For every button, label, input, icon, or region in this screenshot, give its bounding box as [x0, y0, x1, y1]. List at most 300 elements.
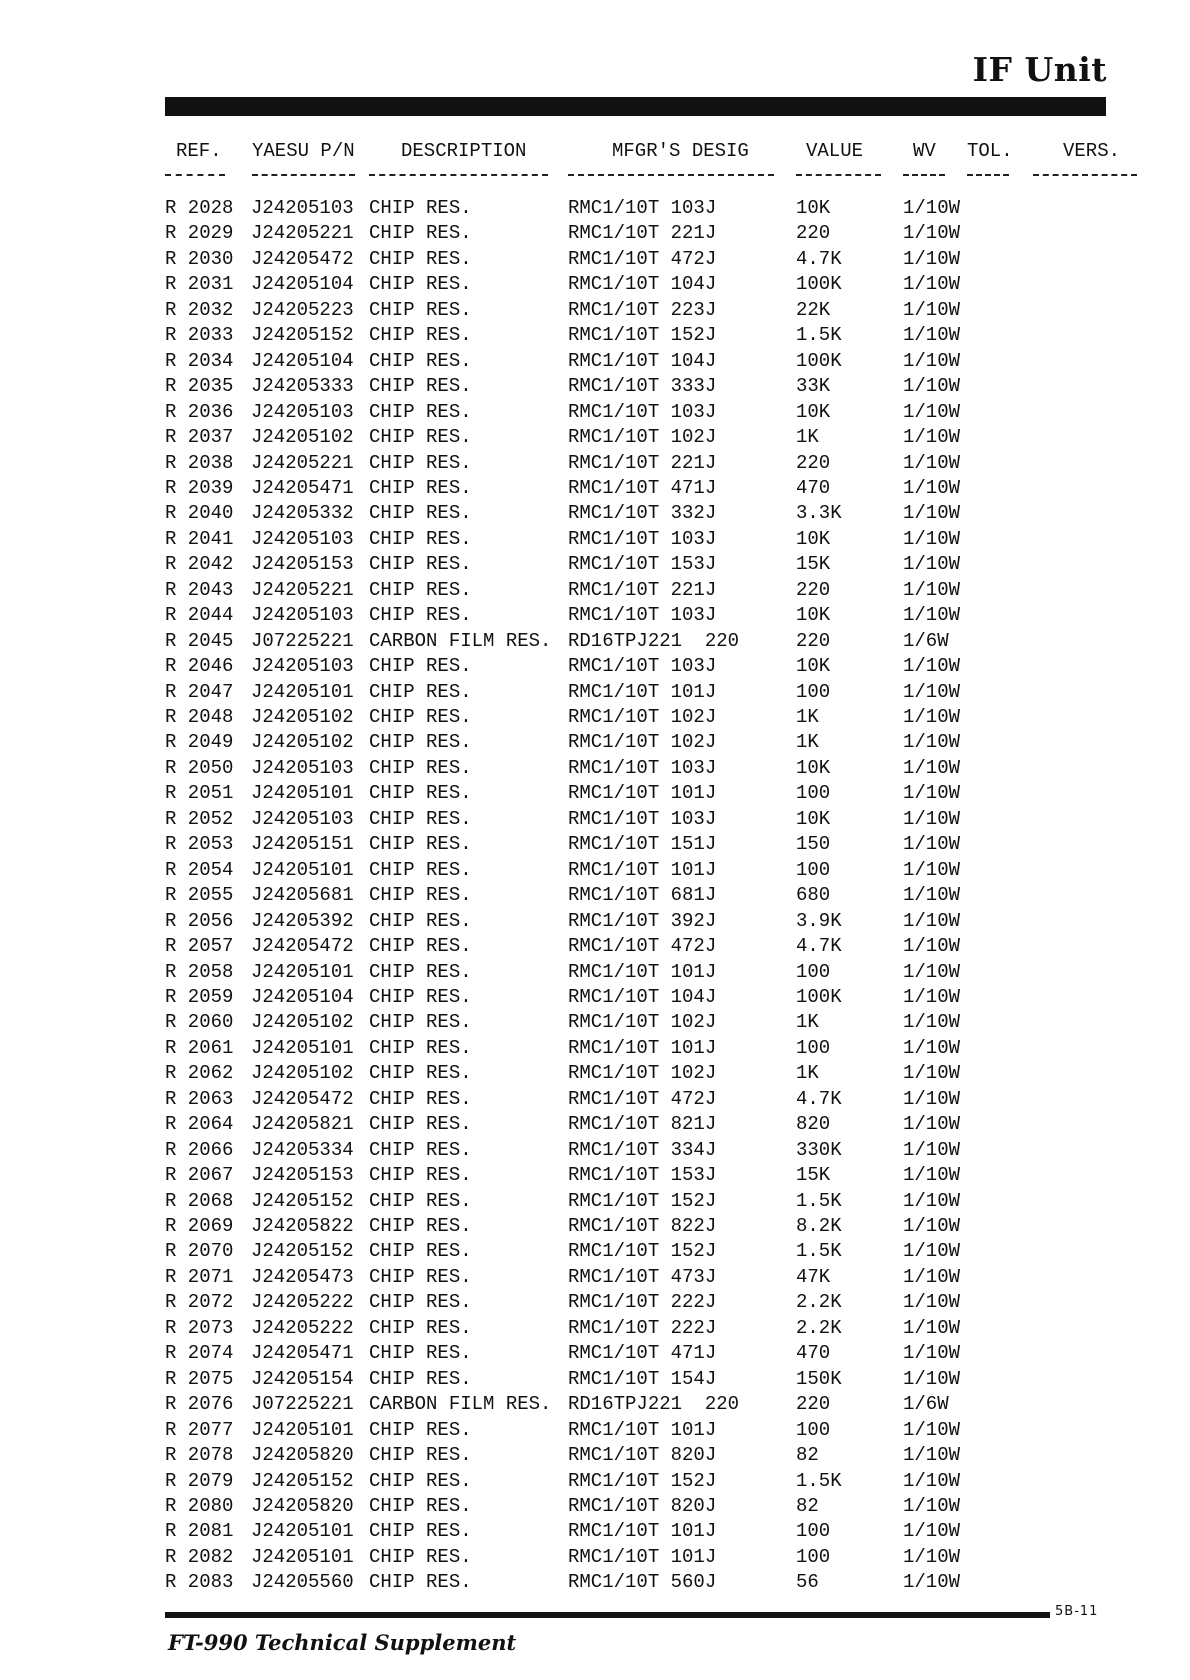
value-cell: 1K [796, 731, 819, 754]
table-row [0, 705, 1190, 730]
description-cell: CHIP RES. [369, 400, 472, 423]
part-number-cell: J24205222 [251, 1316, 354, 1339]
dashed-underline [967, 174, 1009, 176]
part-number-cell: J24205104 [251, 273, 354, 296]
table-row [0, 909, 1190, 934]
part-number-cell: J24205102 [251, 1011, 354, 1034]
part-number-cell: J24205222 [251, 1291, 354, 1314]
mfgr-desig-cell: RMC1/10T 151J [568, 833, 717, 856]
table-row [0, 858, 1190, 883]
wv-cell: 1/10W [903, 298, 961, 321]
ref-cell: R 2079 [165, 1469, 234, 1492]
value-cell: 3.3K [796, 502, 842, 525]
value-cell: 1.5K [796, 1240, 842, 1263]
wv-cell: 1/10W [903, 197, 961, 219]
ref-cell: R 2063 [165, 1087, 234, 1110]
ref-cell: R 2044 [165, 604, 234, 627]
table-row [0, 1570, 1190, 1595]
value-cell: 100 [796, 1520, 831, 1543]
mfgr-desig-cell: RMC1/10T 101J [568, 1036, 717, 1059]
header-rule [165, 97, 1106, 116]
column-header-wv: WV [913, 140, 936, 162]
description-cell: CHIP RES. [369, 731, 472, 754]
value-cell: 2.2K [796, 1291, 842, 1314]
wv-cell: 1/10W [903, 476, 961, 499]
wv-cell: 1/10W [903, 247, 961, 270]
ref-cell: R 2054 [165, 858, 234, 881]
ref-cell: R 2069 [165, 1215, 234, 1237]
description-cell: CHIP RES. [369, 604, 472, 627]
mfgr-desig-cell: RMC1/10T 392J [568, 909, 717, 932]
mfgr-desig-cell: RMC1/10T 473J [568, 1265, 717, 1288]
ref-cell: R 2034 [165, 349, 234, 372]
mfgr-desig-cell: RMC1/10T 334J [568, 1138, 717, 1161]
ref-cell: R 2048 [165, 706, 234, 728]
table-header [0, 140, 1190, 174]
mfgr-desig-cell: RMC1/10T 332J [568, 502, 717, 525]
ref-cell: R 2058 [165, 960, 234, 983]
table-row [0, 1494, 1190, 1519]
table-row [0, 1392, 1190, 1417]
mfgr-desig-cell: RMC1/10T 152J [568, 324, 717, 347]
description-cell: CHIP RES. [369, 476, 472, 499]
part-number-cell: J24205102 [251, 1062, 354, 1085]
wv-cell: 1/10W [903, 1011, 961, 1034]
table-row [0, 1189, 1190, 1214]
dashed-underline [165, 174, 225, 176]
ref-cell: R 2053 [165, 833, 234, 856]
wv-cell: 1/10W [903, 731, 961, 754]
value-cell: 10K [796, 197, 831, 219]
part-number-cell: J24205820 [251, 1444, 354, 1467]
document-footer: FT-990 Technical Supplement [168, 1630, 517, 1655]
mfgr-desig-cell: RMC1/10T 822J [568, 1215, 717, 1237]
mfgr-desig-cell: RMC1/10T 333J [568, 375, 717, 398]
value-cell: 220 [796, 1393, 831, 1416]
part-number-cell: J07225221 [251, 1393, 354, 1416]
table-row [0, 247, 1190, 272]
part-number-cell: J07225221 [251, 629, 354, 652]
table-row [0, 1138, 1190, 1163]
wv-cell: 1/10W [903, 578, 961, 601]
wv-cell: 1/10W [903, 1418, 961, 1441]
mfgr-desig-cell: RMC1/10T 681J [568, 884, 717, 907]
table-row [0, 756, 1190, 781]
wv-cell: 1/10W [903, 960, 961, 983]
part-number-cell: J24205681 [251, 884, 354, 907]
mfgr-desig-cell: RMC1/10T 222J [568, 1316, 717, 1339]
wv-cell: 1/10W [903, 706, 961, 728]
table-row [0, 1036, 1190, 1061]
part-number-cell: J24205152 [251, 324, 354, 347]
table-row [0, 1469, 1190, 1494]
mfgr-desig-cell: RMC1/10T 471J [568, 476, 717, 499]
table-row [0, 1316, 1190, 1341]
table-row [0, 1545, 1190, 1570]
value-cell: 10K [796, 604, 831, 627]
wv-cell: 1/10W [903, 553, 961, 576]
wv-cell: 1/10W [903, 985, 961, 1008]
description-cell: CHIP RES. [369, 298, 472, 321]
ref-cell: R 2035 [165, 375, 234, 398]
value-cell: 4.7K [796, 935, 842, 958]
table-row [0, 960, 1190, 985]
part-number-cell: J24205151 [251, 833, 354, 856]
mfgr-desig-cell: RD16TPJ221 220 [568, 629, 740, 652]
wv-cell: 1/10W [903, 1265, 961, 1288]
value-cell: 82 [796, 1444, 819, 1467]
description-cell: CHIP RES. [369, 1444, 472, 1467]
ref-cell: R 2073 [165, 1316, 234, 1339]
description-cell: CHIP RES. [369, 1164, 472, 1187]
part-number-cell: J24205103 [251, 655, 354, 678]
ref-cell: R 2078 [165, 1444, 234, 1467]
part-number-cell: J24205103 [251, 197, 354, 219]
ref-cell: R 2028 [165, 197, 234, 219]
mfgr-desig-cell: RMC1/10T 821J [568, 1113, 717, 1136]
table-row [0, 1010, 1190, 1035]
column-header-description: DESCRIPTION [401, 140, 527, 162]
wv-cell: 1/10W [903, 756, 961, 779]
ref-cell: R 2049 [165, 731, 234, 754]
value-cell: 470 [796, 476, 831, 499]
part-number-cell: J24205101 [251, 858, 354, 881]
description-cell: CHIP RES. [369, 1011, 472, 1034]
value-cell: 470 [796, 1342, 831, 1365]
mfgr-desig-cell: RMC1/10T 472J [568, 935, 717, 958]
mfgr-desig-cell: RMC1/10T 154J [568, 1367, 717, 1390]
wv-cell: 1/10W [903, 1036, 961, 1059]
wv-cell: 1/10W [903, 400, 961, 423]
mfgr-desig-cell: RMC1/10T 153J [568, 1164, 717, 1187]
description-cell: CHIP RES. [369, 1138, 472, 1161]
wv-cell: 1/6W [903, 1393, 949, 1416]
ref-cell: R 2043 [165, 578, 234, 601]
ref-cell: R 2038 [165, 451, 234, 474]
wv-cell: 1/10W [903, 1291, 961, 1314]
ref-cell: R 2052 [165, 807, 234, 830]
table-row [0, 451, 1190, 476]
part-number-cell: J24205101 [251, 1418, 354, 1441]
ref-cell: R 2072 [165, 1291, 234, 1314]
description-cell: CARBON FILM RES. [369, 629, 552, 652]
value-cell: 150K [796, 1367, 842, 1390]
table-row [0, 196, 1190, 221]
table-row [0, 1290, 1190, 1315]
table-row [0, 1214, 1190, 1239]
table-row [0, 425, 1190, 450]
wv-cell: 1/6W [903, 629, 949, 652]
value-cell: 22K [796, 298, 831, 321]
part-number-cell: J24205334 [251, 1138, 354, 1161]
value-cell: 150 [796, 833, 831, 856]
part-number-cell: J24205221 [251, 578, 354, 601]
ref-cell: R 2074 [165, 1342, 234, 1365]
part-number-cell: J24205103 [251, 604, 354, 627]
value-cell: 1K [796, 1011, 819, 1034]
mfgr-desig-cell: RMC1/10T 102J [568, 731, 717, 754]
ref-cell: R 2062 [165, 1062, 234, 1085]
wv-cell: 1/10W [903, 807, 961, 830]
value-cell: 15K [796, 553, 831, 576]
wv-cell: 1/10W [903, 655, 961, 678]
value-cell: 100 [796, 1036, 831, 1059]
mfgr-desig-cell: RMC1/10T 101J [568, 1418, 717, 1441]
value-cell: 10K [796, 807, 831, 830]
wv-cell: 1/10W [903, 1571, 961, 1594]
description-cell: CHIP RES. [369, 1265, 472, 1288]
part-number-cell: J24205104 [251, 985, 354, 1008]
description-cell: CHIP RES. [369, 960, 472, 983]
table-row [0, 1112, 1190, 1137]
ref-cell: R 2040 [165, 502, 234, 525]
value-cell: 820 [796, 1113, 831, 1136]
wv-cell: 1/10W [903, 273, 961, 296]
mfgr-desig-cell: RMC1/10T 104J [568, 985, 717, 1008]
table-row [0, 1265, 1190, 1290]
value-cell: 100 [796, 960, 831, 983]
part-number-cell: J24205103 [251, 400, 354, 423]
mfgr-desig-cell: RMC1/10T 103J [568, 655, 717, 678]
description-cell: CHIP RES. [369, 1367, 472, 1390]
description-cell: CHIP RES. [369, 451, 472, 474]
value-cell: 100K [796, 349, 842, 372]
description-cell: CHIP RES. [369, 578, 472, 601]
part-number-cell: J24205152 [251, 1240, 354, 1263]
part-number-cell: J24205103 [251, 756, 354, 779]
description-cell: CHIP RES. [369, 1113, 472, 1136]
wv-cell: 1/10W [903, 833, 961, 856]
ref-cell: R 2076 [165, 1393, 234, 1416]
part-number-cell: J24205103 [251, 527, 354, 550]
table-row [0, 298, 1190, 323]
ref-cell: R 2067 [165, 1164, 234, 1187]
part-number-cell: J24205472 [251, 1087, 354, 1110]
value-cell: 100K [796, 273, 842, 296]
value-cell: 1.5K [796, 324, 842, 347]
value-cell: 100 [796, 1545, 831, 1568]
wv-cell: 1/10W [903, 935, 961, 958]
value-cell: 330K [796, 1138, 842, 1161]
wv-cell: 1/10W [903, 1164, 961, 1187]
dashed-underline [796, 174, 881, 176]
description-cell: CHIP RES. [369, 756, 472, 779]
part-number-cell: J24205471 [251, 476, 354, 499]
mfgr-desig-cell: RMC1/10T 222J [568, 1291, 717, 1314]
table-row [0, 1239, 1190, 1264]
mfgr-desig-cell: RMC1/10T 223J [568, 298, 717, 321]
ref-cell: R 2081 [165, 1520, 234, 1543]
ref-cell: R 2070 [165, 1240, 234, 1263]
part-number-cell: J24205102 [251, 731, 354, 754]
part-number-cell: J24205101 [251, 680, 354, 703]
table-row [0, 323, 1190, 348]
description-cell: CHIP RES. [369, 1291, 472, 1314]
mfgr-desig-cell: RMC1/10T 820J [568, 1494, 717, 1517]
value-cell: 2.2K [796, 1316, 842, 1339]
value-cell: 4.7K [796, 1087, 842, 1110]
wv-cell: 1/10W [903, 222, 961, 245]
mfgr-desig-cell: RMC1/10T 101J [568, 960, 717, 983]
ref-cell: R 2030 [165, 247, 234, 270]
description-cell: CHIP RES. [369, 1418, 472, 1441]
mfgr-desig-cell: RMC1/10T 103J [568, 807, 717, 830]
part-number-cell: J24205101 [251, 1036, 354, 1059]
part-number-cell: J24205392 [251, 909, 354, 932]
wv-cell: 1/10W [903, 1520, 961, 1543]
mfgr-desig-cell: RMC1/10T 102J [568, 1011, 717, 1034]
table-row [0, 501, 1190, 526]
description-cell: CHIP RES. [369, 197, 472, 219]
wv-cell: 1/10W [903, 1444, 961, 1467]
ref-cell: R 2056 [165, 909, 234, 932]
wv-cell: 1/10W [903, 1545, 961, 1568]
wv-cell: 1/10W [903, 782, 961, 805]
part-number-cell: J24205102 [251, 426, 354, 449]
ref-cell: R 2071 [165, 1265, 234, 1288]
part-number-cell: J24205103 [251, 807, 354, 830]
description-cell: CHIP RES. [369, 1469, 472, 1492]
part-number-cell: J24205221 [251, 451, 354, 474]
wv-cell: 1/10W [903, 1189, 961, 1212]
table-row [0, 680, 1190, 705]
description-cell: CHIP RES. [369, 426, 472, 449]
description-cell: CHIP RES. [369, 807, 472, 830]
table-row [0, 578, 1190, 603]
description-cell: CHIP RES. [369, 833, 472, 856]
mfgr-desig-cell: RMC1/10T 221J [568, 451, 717, 474]
value-cell: 680 [796, 884, 831, 907]
ref-cell: R 2045 [165, 629, 234, 652]
mfgr-desig-cell: RD16TPJ221 220 [568, 1393, 740, 1416]
description-cell: CHIP RES. [369, 1062, 472, 1085]
description-cell: CHIP RES. [369, 247, 472, 270]
table-row [0, 272, 1190, 297]
wv-cell: 1/10W [903, 1062, 961, 1085]
description-cell: CHIP RES. [369, 655, 472, 678]
table-row [0, 807, 1190, 832]
part-number-cell: J24205101 [251, 960, 354, 983]
ref-cell: R 2059 [165, 985, 234, 1008]
value-cell: 1K [796, 1062, 819, 1085]
part-number-cell: J24205221 [251, 222, 354, 245]
table-row [0, 400, 1190, 425]
part-number-cell: J24205152 [251, 1189, 354, 1212]
description-cell: CHIP RES. [369, 324, 472, 347]
wv-cell: 1/10W [903, 858, 961, 881]
description-cell: CHIP RES. [369, 1036, 472, 1059]
table-row [0, 883, 1190, 908]
value-cell: 100K [796, 985, 842, 1008]
wv-cell: 1/10W [903, 1316, 961, 1339]
mfgr-desig-cell: RMC1/10T 471J [568, 1342, 717, 1365]
value-cell: 100 [796, 1418, 831, 1441]
mfgr-desig-cell: RMC1/10T 152J [568, 1469, 717, 1492]
value-cell: 100 [796, 782, 831, 805]
dashed-underline [369, 174, 548, 176]
ref-cell: R 2077 [165, 1418, 234, 1441]
wv-cell: 1/10W [903, 1240, 961, 1263]
description-cell: CHIP RES. [369, 502, 472, 525]
ref-cell: R 2041 [165, 527, 234, 550]
wv-cell: 1/10W [903, 1469, 961, 1492]
mfgr-desig-cell: RMC1/10T 103J [568, 197, 717, 219]
description-cell: CHIP RES. [369, 884, 472, 907]
mfgr-desig-cell: RMC1/10T 103J [568, 756, 717, 779]
table-row [0, 934, 1190, 959]
mfgr-desig-cell: RMC1/10T 153J [568, 553, 717, 576]
mfgr-desig-cell: RMC1/10T 103J [568, 527, 717, 550]
table-row [0, 1163, 1190, 1188]
description-cell: CHIP RES. [369, 858, 472, 881]
description-cell: CHIP RES. [369, 553, 472, 576]
value-cell: 1.5K [796, 1469, 842, 1492]
table-row [0, 629, 1190, 654]
part-number-cell: J24205104 [251, 349, 354, 372]
mfgr-desig-cell: RMC1/10T 472J [568, 1087, 717, 1110]
wv-cell: 1/10W [903, 1087, 961, 1110]
mfgr-desig-cell: RMC1/10T 101J [568, 1520, 717, 1543]
description-cell: CHIP RES. [369, 349, 472, 372]
wv-cell: 1/10W [903, 1215, 961, 1237]
table-row [0, 1418, 1190, 1443]
value-cell: 220 [796, 578, 831, 601]
table-row [0, 1087, 1190, 1112]
table-row [0, 1443, 1190, 1468]
ref-cell: R 2039 [165, 476, 234, 499]
description-cell: CHIP RES. [369, 527, 472, 550]
part-number-cell: J24205822 [251, 1215, 354, 1237]
mfgr-desig-cell: RMC1/10T 102J [568, 426, 717, 449]
mfgr-desig-cell: RMC1/10T 101J [568, 782, 717, 805]
value-cell: 4.7K [796, 247, 842, 270]
description-cell: CARBON FILM RES. [369, 1393, 552, 1416]
value-cell: 10K [796, 400, 831, 423]
description-cell: CHIP RES. [369, 1087, 472, 1110]
footer-rule [165, 1612, 1050, 1618]
mfgr-desig-cell: RMC1/10T 101J [568, 858, 717, 881]
ref-cell: R 2033 [165, 324, 234, 347]
description-cell: CHIP RES. [369, 985, 472, 1008]
table-row [0, 552, 1190, 577]
part-number-cell: J24205101 [251, 1520, 354, 1543]
description-cell: CHIP RES. [369, 1545, 472, 1568]
value-cell: 220 [796, 451, 831, 474]
mfgr-desig-cell: RMC1/10T 152J [568, 1189, 717, 1212]
table-row [0, 654, 1190, 679]
mfgr-desig-cell: RMC1/10T 472J [568, 247, 717, 270]
part-number-cell: J24205154 [251, 1367, 354, 1390]
description-cell: CHIP RES. [369, 909, 472, 932]
ref-cell: R 2031 [165, 273, 234, 296]
page-title: IF Unit [972, 50, 1107, 89]
description-cell: CHIP RES. [369, 273, 472, 296]
value-cell: 1K [796, 706, 819, 728]
ref-cell: R 2051 [165, 782, 234, 805]
part-number-cell: J24205153 [251, 553, 354, 576]
table-row [0, 781, 1190, 806]
wv-cell: 1/10W [903, 604, 961, 627]
description-cell: CHIP RES. [369, 1571, 472, 1594]
mfgr-desig-cell: RMC1/10T 102J [568, 1062, 717, 1085]
table-row [0, 603, 1190, 628]
ref-cell: R 2042 [165, 553, 234, 576]
mfgr-desig-cell: RMC1/10T 101J [568, 680, 717, 703]
mfgr-desig-cell: RMC1/10T 560J [568, 1571, 717, 1594]
value-cell: 220 [796, 629, 831, 652]
wv-cell: 1/10W [903, 680, 961, 703]
value-cell: 3.9K [796, 909, 842, 932]
